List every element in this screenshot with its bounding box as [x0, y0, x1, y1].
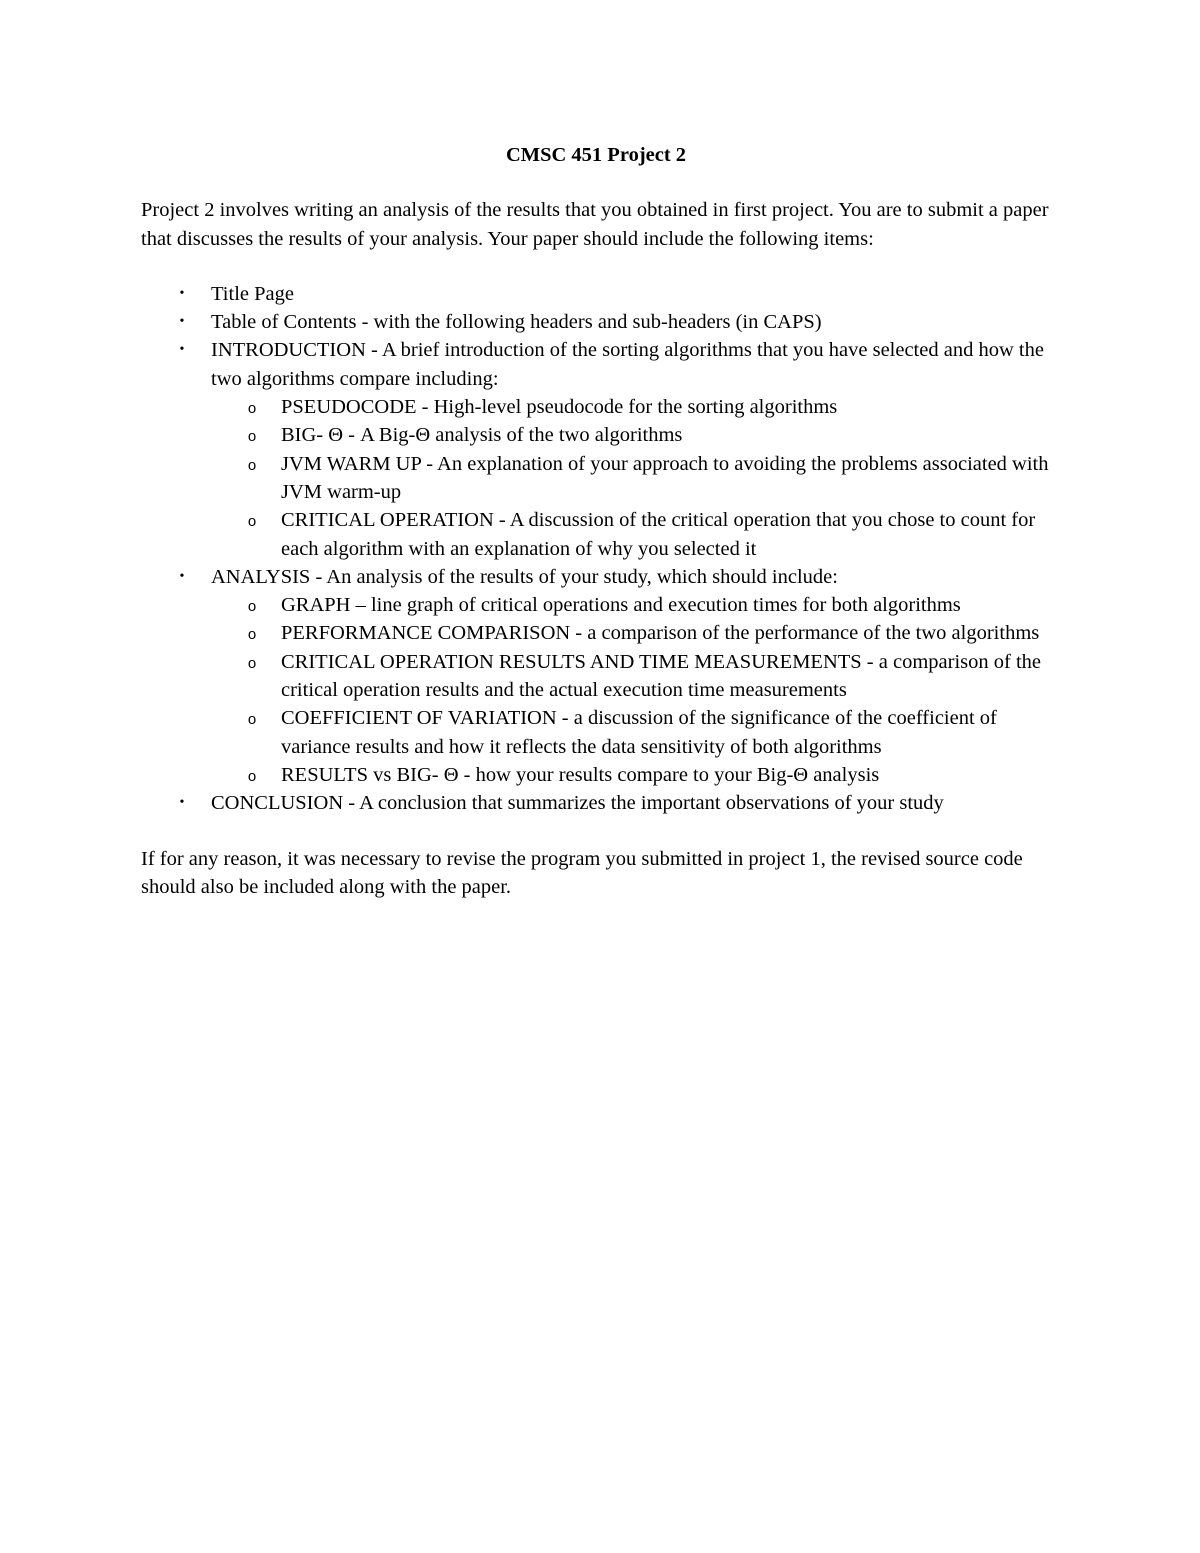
sub-list-item-text: RESULTS vs BIG- Θ - how your results compare to your Big-Θ analysis [281, 763, 880, 786]
sub-list-item [211, 421, 1051, 449]
sub-list-item [211, 591, 1051, 619]
closing-paragraph: If for any reason, it was necessary to revise the program you submitted in project 1, the revised source code should also be included along with the paper. [141, 847, 1023, 898]
bullet-icon: • [179, 285, 185, 301]
sub-list-item-text: PERFORMANCE COMPARISON - a comparison of the performance of the two algorithms [281, 622, 1040, 645]
sub-list-item [211, 393, 1051, 421]
sub-list-item [211, 450, 1051, 507]
sub-list [211, 393, 1051, 563]
requirements-list [141, 280, 1051, 818]
list-item [141, 280, 1051, 308]
circle-bullet-icon: o [247, 513, 257, 531]
bullet-icon: • [179, 568, 185, 584]
list-item-text: Title Page [211, 282, 294, 305]
list-item [141, 563, 1051, 789]
list-item-text: Table of Contents - with the following headers and sub-headers (in CAPS) [211, 311, 822, 334]
circle-bullet-icon: o [247, 456, 257, 474]
document-content [141, 141, 1051, 901]
list-item [141, 336, 1051, 562]
list-item-text: ANALYSIS - An analysis of the results of your study, which should include: [211, 565, 838, 588]
sub-list-item-text: CRITICAL OPERATION RESULTS AND TIME MEASUREMENTS - a comparison of the critical operation results and the actual execution time measurements [281, 650, 1042, 702]
list-item [141, 308, 1051, 336]
bullet-icon: • [179, 342, 185, 358]
intro-paragraph: Project 2 involves writing an analysis of the results that you obtained in first project. You are to submit a paper that discusses the results of your analysis. Your paper should include the following items: [141, 199, 1049, 250]
bullet-icon: • [179, 795, 185, 811]
circle-bullet-icon: o [247, 400, 257, 418]
sub-list-item-text: GRAPH – line graph of critical operations and execution times for both algorithms [281, 594, 961, 617]
sub-list-item-text: COEFFICIENT OF VARIATION - a discussion of the significance of the coefficient of variance results and how it reflects the data sensitivity of both algorithms [281, 707, 997, 758]
circle-bullet-icon: o [247, 428, 257, 446]
sub-list-item [211, 704, 1051, 761]
circle-bullet-icon: o [247, 711, 257, 729]
sub-list-item-text: PSEUDOCODE - High-level pseudocode for the sorting algorithms [281, 396, 838, 419]
sub-list-item [211, 619, 1051, 647]
sub-list-item [211, 648, 1051, 705]
sub-list-item [211, 506, 1051, 563]
page-title: CMSC 451 Project 2 [505, 144, 687, 166]
list-item-text: INTRODUCTION - A brief introduction of the sorting algorithms that you have selected and how the two algorithms compare including: [211, 339, 1044, 390]
list-item [141, 789, 1051, 817]
list-item-text: CONCLUSION - A conclusion that summarizes the important observations of your study [211, 792, 944, 815]
sub-list-item [211, 761, 1051, 789]
sub-list [211, 591, 1051, 789]
sub-list-item-text: JVM WARM UP - An explanation of your approach to avoiding the problems associated with JVM warm-up [281, 452, 1049, 503]
circle-bullet-icon: o [247, 626, 257, 644]
circle-bullet-icon: o [247, 767, 257, 785]
bullet-icon: • [179, 314, 185, 330]
sub-list-item-text: BIG- Θ - A Big-Θ analysis of the two algorithms [281, 424, 683, 447]
circle-bullet-icon: o [247, 654, 257, 672]
circle-bullet-icon: o [247, 598, 257, 616]
sub-list-item-text: CRITICAL OPERATION - A discussion of the critical operation that you chose to count for each algorithm with an explanation of why you selected it [281, 509, 1036, 560]
